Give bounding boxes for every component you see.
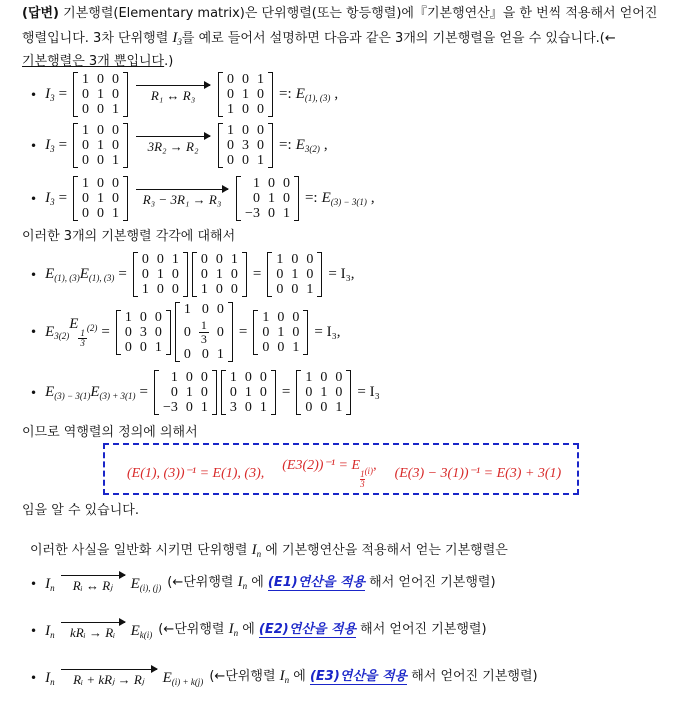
identity-n <box>229 621 239 637</box>
intro-line-1 <box>22 5 657 23</box>
elementary-symbol <box>163 670 204 687</box>
product-row <box>30 370 384 415</box>
note-b: 에 <box>247 575 268 590</box>
inverse-formula-2: (E3(2))⁻¹ = E $\frac{1}{3}$ $_{(i)}$, <box>282 458 377 489</box>
frac-num: 1 <box>200 317 207 332</box>
identity-matrix: 1 0 0 0 1 0 0 0 1 <box>73 123 128 168</box>
identity-matrix: 1 0 0 0 1 0 0 0 1 <box>73 72 128 117</box>
row-operation-arrow <box>136 136 210 155</box>
arrow-line <box>136 189 228 190</box>
comma: , <box>370 190 375 206</box>
e-letter: E <box>90 384 100 400</box>
e-sub: (1), (3) <box>88 273 115 283</box>
equals-sign: = <box>58 137 68 153</box>
e-letter: E <box>321 190 331 206</box>
identity-symbol <box>45 190 55 207</box>
comma: , <box>323 137 328 153</box>
equals-sign: = <box>139 384 149 400</box>
arrow-label: R₁ ↔ R₃ <box>150 88 196 103</box>
general-row <box>30 573 496 595</box>
elementary-matrix: 1 0 0 0 3 0 0 0 1 <box>218 123 273 168</box>
arrow-label: Rᵢ ↔ Rⱼ <box>72 577 113 593</box>
bullet: • <box>30 191 38 206</box>
underlined-note: 기본행렬은 3개 뿐입니다 <box>22 54 165 69</box>
inverse-text: 이므로 역행렬의 정의에 의해서 <box>22 425 198 440</box>
e-letter: E <box>45 323 55 340</box>
e-sub: k(i) <box>139 629 153 640</box>
bullet: • <box>30 624 38 638</box>
elementary-matrix: 1 0 0 0 1 0 −3 0 1 <box>236 176 299 221</box>
matrix-b: 0 0 1 0 1 0 1 0 0 <box>192 252 247 297</box>
e-letter: E <box>69 316 79 332</box>
arrow-label: 3R₂ → R₂ <box>147 139 199 154</box>
i-sub: n <box>242 581 248 591</box>
example-row <box>30 123 332 168</box>
identity-n <box>45 576 55 593</box>
e-sub: (i), (j) <box>139 582 162 593</box>
i-letter: I <box>45 669 51 686</box>
general-row <box>30 620 487 642</box>
note <box>158 620 486 642</box>
note <box>209 667 537 689</box>
e-letter: E <box>130 575 140 592</box>
note-b: 에 <box>238 622 259 637</box>
result-tail: = I₃, <box>314 323 341 340</box>
i-letter: I <box>279 668 285 684</box>
e-letter: E <box>295 137 305 153</box>
arrow-label: kRᵢ → Rᵢ <box>69 624 116 640</box>
general-row <box>30 667 538 689</box>
equals-sign: = <box>58 190 68 206</box>
e-sub: (3) − 3(1) <box>330 197 367 207</box>
row-operation-arrow <box>61 622 125 641</box>
note-a: (←단위행렬 <box>209 669 280 684</box>
fraction <box>199 319 209 346</box>
product-row <box>30 302 345 362</box>
result-matrix: 1 0 0 0 1 0 0 0 1 <box>267 252 322 297</box>
i-sub: n <box>233 628 239 638</box>
result-matrix: 1 0 0 0 1 0 0 0 1 <box>296 370 351 415</box>
note-c: 해서 얻어진 기본행렬) <box>356 622 487 637</box>
product-row <box>30 252 359 297</box>
i-sub: 3 <box>50 144 55 154</box>
inverse-formula-3: (E(3) − 3(1))⁻¹ = E(3) + 3(1) <box>394 465 562 481</box>
elementary-symbol <box>131 623 153 640</box>
equals-sign: = <box>252 266 262 282</box>
note-c: 해서 얻어진 기본행렬) <box>365 575 496 590</box>
elementary-symbol <box>296 137 320 154</box>
intro-text-2b: 를 예로 들어서 설명하면 다음과 같은 3개의 기본행렬을 얻을 수 있습니다.(← <box>181 31 616 46</box>
e-letter: E <box>295 86 305 102</box>
identity-symbol <box>45 86 55 103</box>
equals-sign: = <box>101 323 110 340</box>
equals-sign: = <box>58 86 68 102</box>
bullet: • <box>30 577 38 591</box>
identity-n <box>238 574 248 590</box>
inverse-formulas <box>127 457 561 489</box>
note <box>167 573 495 595</box>
inverse-box <box>103 443 579 495</box>
matrix-a: 1 0 0 0 3 0 0 0 1 <box>116 310 171 355</box>
e-sub: (2) <box>86 323 98 333</box>
intro-text-1: 기본행렬(Elementary matrix)은 단위행렬(또는 항등행렬)에『기본행연산』을 한 번씩 적용해서 얻어진 <box>63 6 658 21</box>
e-letter: E <box>162 669 172 686</box>
arrow-line <box>61 575 125 576</box>
result-matrix: 1 0 0 0 1 0 0 0 1 <box>253 310 308 355</box>
note-a: (←단위행렬 <box>167 575 238 590</box>
row-operation-arrow <box>61 575 125 594</box>
i-sub: n <box>50 629 55 640</box>
e-sub: (1), (3) <box>304 93 331 103</box>
bullet: • <box>30 325 38 339</box>
frac-den: 3 <box>80 338 85 348</box>
matrix-b: 1 0 0 0 1 0 3 0 1 <box>221 370 276 415</box>
elementary-symbol <box>69 316 97 348</box>
comma: , <box>334 86 339 102</box>
matrix-b: 1 0 0 0 $\frac{1}{3}$ 0 0 0 1 <box>175 302 233 362</box>
equals-sign: = <box>118 266 127 282</box>
intro-text-2a: 행렬입니다. 3차 단위행렬 <box>22 31 169 46</box>
elementary-symbol <box>296 86 331 103</box>
intro-line-3 <box>22 53 173 71</box>
arrow-line <box>136 136 210 137</box>
identity-matrix: 1 0 0 0 1 0 0 0 1 <box>73 176 128 221</box>
bullet: • <box>30 671 38 685</box>
defined-as: =: <box>304 190 318 206</box>
e-letter: E <box>45 384 55 400</box>
operation-emphasis: (E2)연산을 적용 <box>258 622 357 637</box>
result-tail: = I₃, <box>328 266 355 282</box>
intro-text-3end: .) <box>164 54 174 69</box>
elementary-matrix: 0 0 1 0 1 0 1 0 0 <box>218 72 273 117</box>
operation-emphasis: (E1)연산을 적용 <box>267 575 366 590</box>
inverse-formula-1: (E(1), (3))⁻¹ = E(1), (3), <box>127 465 265 481</box>
i-sub: 3 <box>50 197 55 207</box>
identity-n <box>45 623 55 640</box>
each-text: 이러한 3개의 기본행렬 각각에 대해서 <box>22 229 236 244</box>
i-letter: I <box>237 574 243 590</box>
i-letter: I <box>45 86 51 102</box>
frac-den: 3 <box>200 331 207 346</box>
i-letter: I <box>45 190 51 206</box>
arrow-line <box>61 622 125 623</box>
i-letter: I <box>228 621 234 637</box>
identity-symbol: $I_3$ <box>172 30 182 47</box>
elementary-symbol <box>90 384 135 401</box>
row-operation-arrow <box>61 669 157 688</box>
example-row <box>30 176 379 221</box>
e-sub: 3(2) <box>54 330 70 341</box>
arrow-label: R₃ − 3R₁ → R₃ <box>142 192 222 207</box>
note-a: (←단위행렬 <box>158 622 229 637</box>
elementary-symbol <box>45 266 80 283</box>
intro-line-2 <box>22 29 616 51</box>
note-c: 해서 얻어진 기본행렬) <box>407 669 538 684</box>
elementary-symbol <box>131 576 162 593</box>
elementary-symbol <box>80 266 115 283</box>
answer-label: (답변) <box>22 6 59 21</box>
e-sub: (3) + 3(1) <box>99 391 136 401</box>
i-sub: 3 <box>50 93 55 103</box>
elementary-symbol <box>45 324 69 341</box>
equals-sign: = <box>281 384 291 400</box>
bullet: • <box>30 385 38 400</box>
i-sub: n <box>284 675 290 685</box>
general-text: 이러한 사실을 일반화 시키면 단위행렬 $I_n$ 에 기본행연산을 적용해서 얻는 기본행렬은 <box>30 542 508 559</box>
fraction-sub <box>78 329 87 348</box>
note-b: 에 <box>289 669 310 684</box>
matrix-a: 1 0 0 0 1 0 −3 0 1 <box>154 370 217 415</box>
frac-num: 1 <box>80 328 85 338</box>
e-sub: (1), (3) <box>54 273 80 283</box>
defined-as: =: <box>279 86 292 102</box>
elementary-symbol <box>322 190 367 207</box>
defined-as: =: <box>279 137 292 153</box>
i-letter: I <box>45 622 51 639</box>
arrow-label: Rᵢ + kRⱼ → Rⱼ <box>73 671 145 687</box>
elementary-symbol <box>45 384 90 401</box>
result-tail: = I₃ <box>357 384 380 400</box>
operation-emphasis: (E3)연산을 적용 <box>309 669 408 684</box>
i-letter: I <box>45 137 51 153</box>
bullet: • <box>30 267 38 282</box>
e-sub: (i) + k(j) <box>171 676 204 687</box>
identity-n <box>45 670 55 687</box>
i-letter: I <box>45 575 51 592</box>
known-text: 임을 알 수 있습니다. <box>22 503 139 518</box>
matrix-a: 0 0 1 0 1 0 1 0 0 <box>133 252 188 297</box>
e-letter: E <box>45 266 55 282</box>
example-row <box>30 72 342 117</box>
identity-n <box>280 668 290 684</box>
row-operation-arrow <box>136 189 228 208</box>
bullet: • <box>30 138 38 153</box>
e-letter: E <box>130 622 140 639</box>
identity-symbol <box>45 137 55 154</box>
e-sub: (3) − 3(1) <box>54 391 91 401</box>
bullet: • <box>30 87 38 102</box>
arrow-line <box>136 85 210 86</box>
i-sub: n <box>50 676 55 687</box>
row-operation-arrow <box>136 85 210 104</box>
e-sub: 3(2) <box>304 144 320 154</box>
arrow-line <box>61 669 157 670</box>
e-letter: E <box>79 266 89 282</box>
i-sub: n <box>50 582 55 593</box>
equals-sign: = <box>238 323 248 340</box>
